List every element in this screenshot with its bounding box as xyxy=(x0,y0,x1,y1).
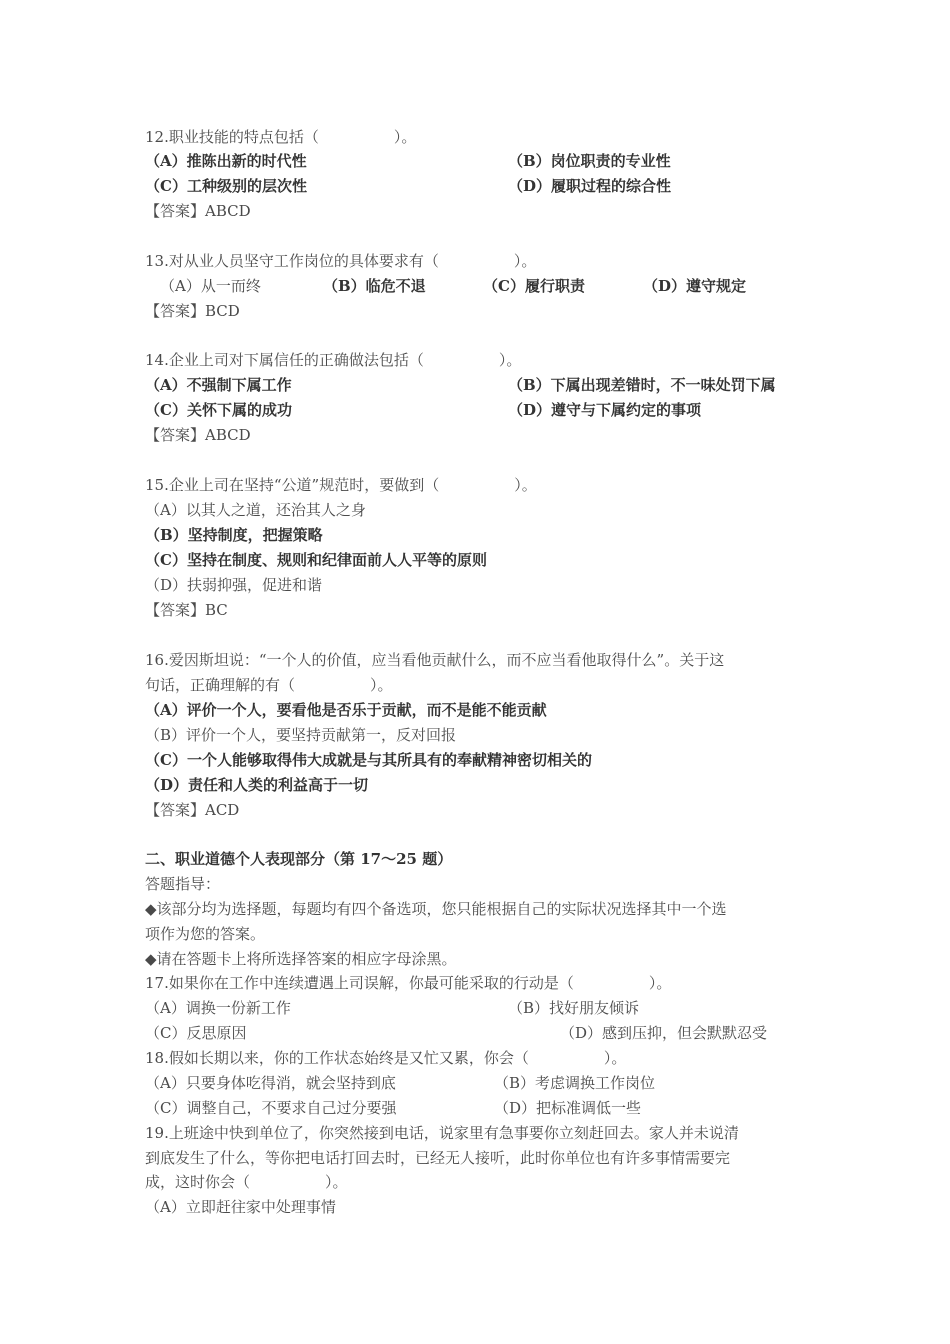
q14-option-c: （C）关怀下属的成功 xyxy=(145,401,292,419)
q17-option-b: （B）找好朋友倾诉 xyxy=(508,999,640,1017)
q19-stem-line2: 到底发生了什么，等你把电话打回去时，已经无人接听，此时你单位也有许多事情需要完 xyxy=(145,1149,731,1167)
q16-stem-line1: 16.爱因斯坦说：“一个人的价值，应当看他贡献什么，而不应当看他取得什么”。关于这 xyxy=(145,651,725,669)
q12-stem: 12.职业技能的特点包括（ ）。 xyxy=(145,128,417,146)
q14-option-a: （A）不强制下属工作 xyxy=(145,376,292,394)
guide-rule-1-line2: 项作为您的答案。 xyxy=(145,925,266,943)
q17-stem: 17.如果你在工作中连续遭遇上司误解，你最可能采取的行动是（ ）。 xyxy=(145,974,672,992)
q16-option-d: （D）责任和人类的利益高于一切 xyxy=(145,776,369,794)
q19-stem-line3: 成，这时你会（ ）。 xyxy=(145,1173,348,1191)
q13-option-b: （B）临危不退 xyxy=(323,277,426,295)
q12-option-c: （C）工种级别的层次性 xyxy=(145,177,307,195)
q12-answer: 【答案】ABCD xyxy=(145,202,251,220)
q13-option-a: （A）从一而终 xyxy=(160,277,261,295)
q12-option-a: （A）推陈出新的时代性 xyxy=(145,152,307,170)
q16-option-c: （C）一个人能够取得伟大成就是与其所具有的奉献精神密切相关的 xyxy=(145,751,592,769)
q13-option-c: （C）履行职责 xyxy=(483,277,585,295)
q14-option-b: （B）下属出现差错时，不一味处罚下属 xyxy=(508,376,776,394)
q15-option-a: （A）以其人之道，还治其人之身 xyxy=(145,501,366,519)
q16-option-a: （A）评价一个人，要看他是否乐于贡献，而不是能不能贡献 xyxy=(145,701,547,719)
q15-option-d: （D）扶弱抑强，促进和谐 xyxy=(145,576,323,594)
q15-option-c: （C）坚持在制度、规则和纪律面前人人平等的原则 xyxy=(145,551,487,569)
q16-answer: 【答案】ACD xyxy=(145,801,240,819)
q14-answer: 【答案】ABCD xyxy=(145,426,251,444)
q14-option-d: （D）遵守与下属约定的事项 xyxy=(508,401,702,419)
q13-stem: 13.对从业人员坚守工作岗位的具体要求有（ ）。 xyxy=(145,252,537,270)
guide-rule-1-line1: ◆该部分均为选择题，每题均有四个备选项，您只能根据自己的实际状况选择其中一个选 xyxy=(145,900,727,918)
q13-option-d: （D）遵守规定 xyxy=(643,277,747,295)
q18-option-c: （C）调整自己，不要求自己过分要强 xyxy=(145,1099,397,1117)
q15-answer: 【答案】BC xyxy=(145,601,228,619)
q12-option-d: （D）履职过程的综合性 xyxy=(508,177,672,195)
q18-option-d: （D）把标准调低一些 xyxy=(494,1099,642,1117)
q15-option-b: （B）坚持制度，把握策略 xyxy=(145,526,323,544)
q17-option-a: （A）调换一份新工作 xyxy=(145,999,291,1017)
q16-option-b: （B）评价一个人，要坚持贡献第一，反对回报 xyxy=(145,726,457,744)
q16-stem-line2: 句话，正确理解的有（ ）。 xyxy=(145,676,393,694)
section-title: 二、职业道德个人表现部分（第 17～25 题） xyxy=(145,850,453,868)
q13-answer: 【答案】BCD xyxy=(145,302,240,320)
q19-stem-line1: 19.上班途中快到单位了，你突然接到电话，说家里有急事要你立刻赶回去。家人并未说清 xyxy=(145,1124,739,1142)
guide-rule-2: ◆请在答题卡上将所选择答案的相应字母涂黑。 xyxy=(145,950,457,968)
q18-option-b: （B）考虑调换工作岗位 xyxy=(494,1074,656,1092)
q19-option-a: （A）立即赶往家中处理事情 xyxy=(145,1198,336,1216)
q15-stem: 15.企业上司在坚持“公道”规范时，要做到（ ）。 xyxy=(145,476,537,494)
q14-stem: 14.企业上司对下属信任的正确做法包括（ ）。 xyxy=(145,351,522,369)
q12-option-b: （B）岗位职责的专业性 xyxy=(508,152,671,170)
q18-option-a: （A）只要身体吃得消，就会坚持到底 xyxy=(145,1074,396,1092)
answer-guide-heading: 答题指导： xyxy=(145,875,221,893)
q18-stem: 18.假如长期以来，你的工作状态始终是又忙又累，你会（ ）。 xyxy=(145,1049,627,1067)
q17-option-d: （D）感到压抑，但会默默忍受 xyxy=(560,1024,768,1042)
q17-option-c: （C）反思原因 xyxy=(145,1024,247,1042)
